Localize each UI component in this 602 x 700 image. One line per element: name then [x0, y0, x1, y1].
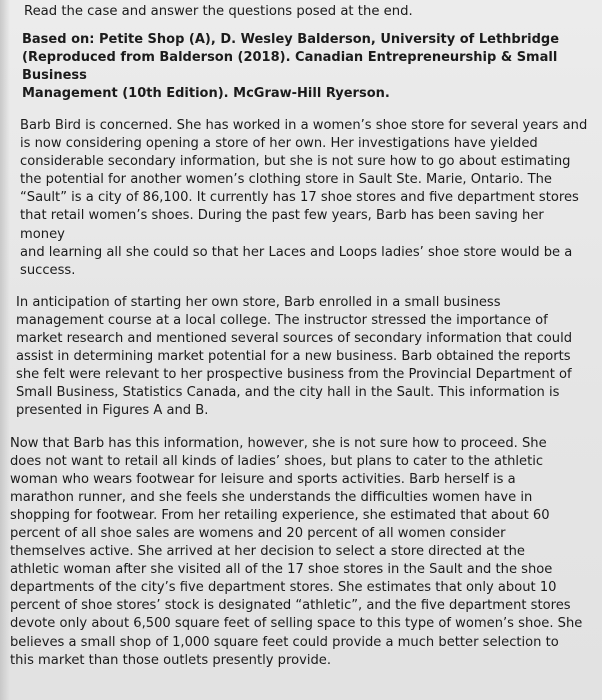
paragraph-line: devote only about 6,500 square feet of selling space to this type of women’s shoe. She	[10, 616, 583, 632]
citation-line-3: Management (10th Edition). McGraw-Hill Ryerson.	[22, 86, 390, 101]
paragraph-line: believes a small shop of 1,000 square feet could provide a much better selection to	[10, 634, 559, 650]
paragraph-line: “Sault” is a city of 86,100. It currently has 17 shoe stores and five department stores	[20, 190, 579, 206]
paragraph-line: themselves active. She arrived at her decision to select a store directed at the	[10, 544, 525, 560]
paragraph-1	[20, 117, 592, 280]
paragraph-line: shopping for footwear. From her retailing experience, she estimated that about 60	[10, 507, 550, 523]
paragraph-line: considerable secondary information, but she is not sure how to go about estimating	[20, 154, 571, 170]
paragraph-line: athletic woman after she visited all of the 17 shoe stores in the Sault and the shoe	[10, 562, 553, 578]
paragraph-line: woman who wears footwear for leisure and sports activities. Barb herself is a	[10, 471, 516, 487]
paragraph-line: that retail women’s shoes. During the past few years, Barb has been saving her money	[20, 208, 544, 242]
paragraph-line: this market than those outlets presently provide.	[10, 652, 331, 668]
page-edge-shadow	[0, 0, 10, 700]
intro-instruction: Read the case and answer the questions posed at the end.	[24, 4, 413, 19]
paragraph-line: does not want to retail all kinds of ladies’ shoes, but plans to cater to the athletic	[10, 453, 544, 469]
paragraph-2	[16, 294, 592, 421]
paragraph-line: the potential for another women’s clothing store in Sault Ste. Marie, Ontario. The	[20, 172, 552, 188]
citation-line-2: (Reproduced from Balderson (2018). Canadian Entrepreneurship & Small Business	[22, 50, 558, 83]
paragraph-line: she felt were relevant to her prospective business from the Provincial Department of	[16, 367, 572, 383]
paragraph-line: marathon runner, and she feels she understands the difficulties women have in	[10, 489, 533, 505]
paragraph-line: presented in Figures A and B.	[16, 403, 209, 419]
paragraph-3	[10, 435, 592, 670]
paragraph-line: percent of all shoe sales are womens and 20 percent of all women consider	[10, 525, 506, 541]
paragraph-line: In anticipation of starting her own store, Barb enrolled in a small business	[16, 294, 501, 310]
paragraph-line: Now that Barb has this information, however, she is not sure how to proceed. She	[10, 435, 547, 451]
paragraph-line: success.	[20, 262, 76, 278]
citation-line-1: Based on: Petite Shop (A), D. Wesley Balderson, University of Lethbridge	[22, 32, 560, 47]
paragraph-line: and learning all she could so that her Laces and Loops ladies’ shoe store would be a	[20, 244, 573, 260]
paragraph-line: percent of shoe stores’ stock is designated “athletic”, and the five department stores	[10, 598, 571, 614]
paragraph-line: Barb Bird is concerned. She has worked in a women’s shoe store for several years and	[20, 118, 588, 133]
paragraph-line: is now considering opening a store of her own. Her investigations have yielded	[20, 136, 538, 152]
paragraph-line: assist in determining market potential for a new business. Barb obtained the reports	[16, 349, 571, 365]
paragraph-line: market research and mentioned several sources of secondary information that could	[16, 331, 573, 347]
case-citation	[22, 31, 592, 103]
paragraph-line: management course at a local college. The instructor stressed the importance of	[16, 312, 548, 328]
paragraph-line: Small Business, Statistics Canada, and the city hall in the Sault. This information is	[16, 385, 560, 401]
paragraph-line: departments of the city’s five department stores. She estimates that only about 10	[10, 580, 557, 596]
